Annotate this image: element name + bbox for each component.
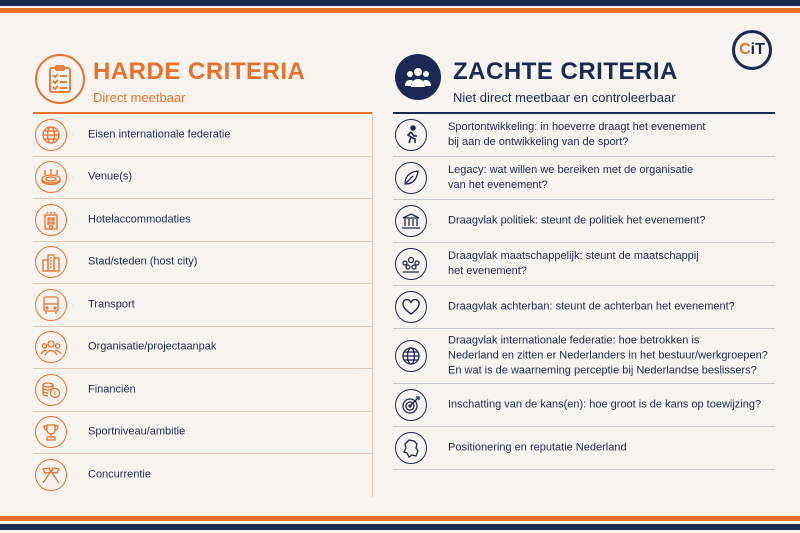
stadium-icon [35, 161, 67, 193]
bottom-navy-stripe [0, 524, 800, 530]
bottom-stripes [0, 513, 800, 533]
netherlands-map-icon [395, 432, 427, 464]
harde-title: HARDE CRITERIA [93, 58, 306, 85]
harde-criteria-column [33, 48, 373, 497]
list-item [33, 454, 373, 497]
list-item-label: Stad/steden (host city) [88, 255, 198, 268]
list-item-label: Hotelaccommodaties [88, 213, 191, 226]
zachte-header [393, 48, 775, 108]
list-item [33, 284, 373, 327]
city-icon [35, 246, 67, 278]
list-item-label: Sportniveau/ambitie [88, 425, 186, 438]
harde-subtitle: Direct meetbaar [93, 90, 186, 105]
government-building-icon [395, 205, 427, 237]
heart-icon [395, 291, 427, 323]
list-item-label: Financiën [88, 383, 136, 396]
list-item [393, 200, 775, 243]
crossed-flags-icon [35, 459, 67, 491]
top-stripes [0, 0, 800, 18]
svg-text:★★★: ★★★ [45, 209, 57, 215]
list-item [393, 157, 775, 200]
zachte-subtitle: Niet direct meetbaar en controleerbaar [453, 90, 676, 105]
harde-list [33, 114, 373, 497]
globe-icon [35, 119, 67, 151]
bus-icon [35, 289, 67, 321]
list-item [33, 327, 373, 370]
list-item-label: Eisen internationale federatie [88, 128, 231, 141]
list-item [393, 286, 775, 329]
list-item-label: Transport [88, 298, 135, 311]
coins-icon [35, 374, 67, 406]
list-item-label: Legacy: wat willen we bereiken met de organisatie van het evenement? [448, 164, 694, 191]
column-divider [372, 112, 373, 497]
list-item-label: Sportontwikkeling: in hoeverre draagt het evenement bij aan de ontwikkeling van de sport? [448, 121, 706, 148]
zachte-title: ZACHTE CRITERIA [453, 58, 678, 85]
trophy-icon [35, 416, 67, 448]
team-icon [35, 331, 67, 363]
people-group-icon [395, 54, 441, 100]
harde-header [33, 48, 373, 108]
globe-icon [395, 340, 427, 372]
list-item [33, 114, 373, 157]
leaf-icon [395, 162, 427, 194]
list-item-label: Positionering en reputatie Nederland [448, 441, 627, 454]
list-item-label: Inschatting van de kans(en): hoe groot is de kans op toewijzing? [448, 398, 762, 411]
list-item-label: Venue(s) [88, 170, 133, 183]
top-orange-stripe [0, 8, 800, 13]
bottom-orange-stripe [0, 516, 800, 521]
list-item [393, 384, 775, 427]
list-item [393, 427, 775, 470]
list-item-label: Draagvlak politiek: steunt de politiek het evenement? [448, 214, 706, 227]
logo-letters-it: iT [750, 41, 765, 58]
target-icon [395, 389, 427, 421]
clipboard-checklist-icon [35, 54, 85, 104]
list-item-label: Organisatie/projectaanpak [88, 340, 217, 353]
list-item [393, 243, 775, 286]
list-item-label: Draagvlak achterban: steunt de achterban het evenement? [448, 300, 735, 313]
list-item [33, 157, 373, 200]
list-item [33, 412, 373, 455]
community-icon [395, 248, 427, 280]
svg-text:€: € [53, 390, 57, 397]
runner-icon [395, 119, 427, 151]
list-item-label: Concurrentie [88, 468, 151, 481]
list-item [33, 242, 373, 285]
list-item [33, 199, 373, 242]
list-item-label: Draagvlak internationale federatie: hoe betrokken is Nederland en zitten er Nederlanders in het bestuur/werkgroepen? En wat is de waarneming perceptie bij Nederlandse beslissers? [448, 334, 768, 377]
list-item-label: Draagvlak maatschappelijk: steunt de maatschappij het evenement? [448, 250, 699, 277]
hotel-icon [35, 204, 67, 236]
list-item [33, 369, 373, 412]
zachte-criteria-column [393, 48, 775, 470]
logo-letter-c: C [739, 41, 751, 58]
list-item [393, 329, 775, 384]
top-navy-stripe [0, 0, 800, 6]
zachte-list [393, 114, 775, 470]
list-item [393, 114, 775, 157]
